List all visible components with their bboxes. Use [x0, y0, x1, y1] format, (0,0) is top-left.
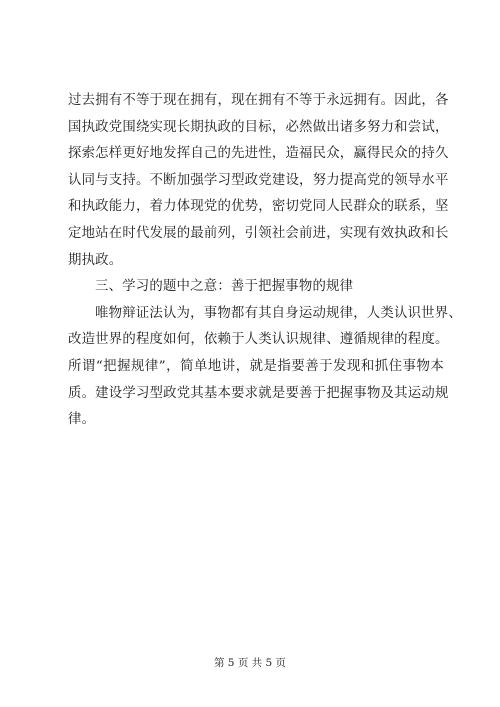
paragraph-1-line-3: 探索怎样更好地发挥自己的先进性，造福民众，赢得民众的持久 [68, 146, 449, 162]
paragraph-1-line-6: 定地站在时代发展的最前列，引领社会前进，实现有效执政和长 [68, 225, 449, 241]
section-heading: 三、学习的题中之意：善于把握事物的规律 [95, 279, 354, 295]
paragraph-1-line-7: 期执政。 [68, 252, 123, 268]
paragraph-3-line-1: 唯物辩证法认为，事物都有其自身运动规律，人类认识世界、 [95, 305, 462, 321]
paragraph-3-line-3: 所谓“把握规律”，简单地讲，就是指要善于发现和抓住事物本 [68, 358, 444, 374]
paragraph-3-line-5: 律。 [68, 412, 96, 428]
paragraph-3-line-4: 质。建设学习型政党其基本要求就是要善于把握事物及其运动规 [68, 385, 449, 401]
paragraph-3-line-2: 改造世界的程度如何，依赖于人类认识规律、遵循规律的程度。 [68, 332, 449, 348]
paragraph-1-line-2: 国执政党围绕实现长期执政的目标，必然做出诸多努力和尝试， [68, 119, 449, 135]
page-number-footer: 第 5 页 共 5 页 [213, 657, 287, 669]
paragraph-1-line-5: 和执政能力，着力体现党的优势，密切党同人民群众的联系，坚 [68, 199, 449, 215]
document-body [68, 88, 462, 434]
paragraph-1-line-1: 过去拥有不等于现在拥有，现在拥有不等于永远拥有。因此，各 [68, 93, 449, 108]
paragraph-1-line-4: 认同与支持。不断加强学习型政党建设，努力提高党的领导水平 [68, 172, 449, 188]
